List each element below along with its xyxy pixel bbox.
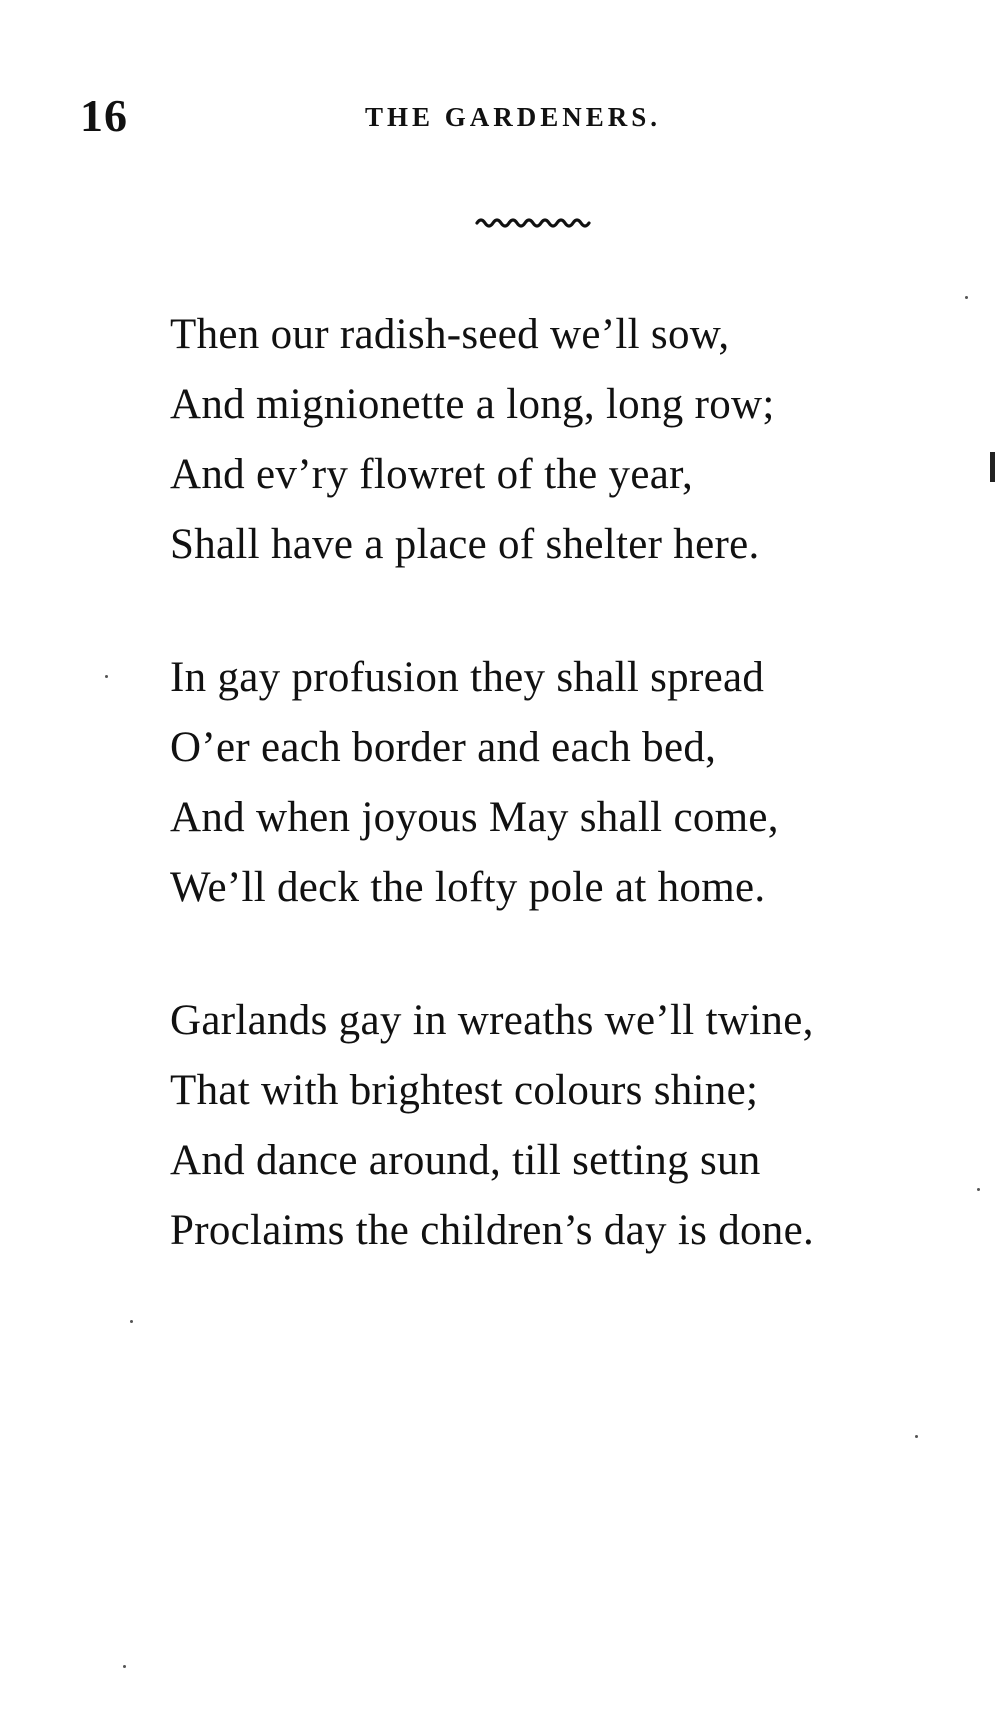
poem-line: Then our radish-seed we’ll sow, xyxy=(170,311,730,358)
stanza xyxy=(170,986,910,1266)
poem-body xyxy=(170,300,910,1329)
paper-speck xyxy=(123,1665,126,1668)
poem-line: And ev’ry flowret of the year, xyxy=(170,451,694,498)
poem-line: O’er each border and each bed, xyxy=(170,724,717,771)
paper-speck xyxy=(965,296,968,299)
poem-line: And dance around, till setting sun xyxy=(170,1137,761,1184)
poem-line: That with brightest colours shine; xyxy=(170,1067,759,1114)
paper-speck xyxy=(977,1188,980,1191)
poem-line: And mignionette a long, long row; xyxy=(170,381,775,428)
paper-speck xyxy=(130,1320,133,1323)
poem-line: And when joyous May shall come, xyxy=(170,794,779,841)
poem-line: We’ll deck the lofty pole at home. xyxy=(170,864,766,911)
page-number: 16 xyxy=(80,90,128,141)
stanza xyxy=(170,643,910,923)
running-title: THE GARDENERS. xyxy=(365,102,662,132)
wavy-ornament-icon xyxy=(475,214,595,230)
paper-speck xyxy=(105,675,108,678)
poem-line: Proclaims the children’s day is done. xyxy=(170,1207,815,1254)
poem-line: In gay profusion they shall spread xyxy=(170,654,765,701)
poem-line: Shall have a place of shelter here. xyxy=(170,521,760,568)
page-header xyxy=(0,86,1000,146)
poem-line: Garlands gay in wreaths we’ll twine, xyxy=(170,997,814,1044)
paper-speck xyxy=(915,1435,918,1438)
stanza xyxy=(170,300,910,580)
page-edge-mark xyxy=(990,452,995,482)
